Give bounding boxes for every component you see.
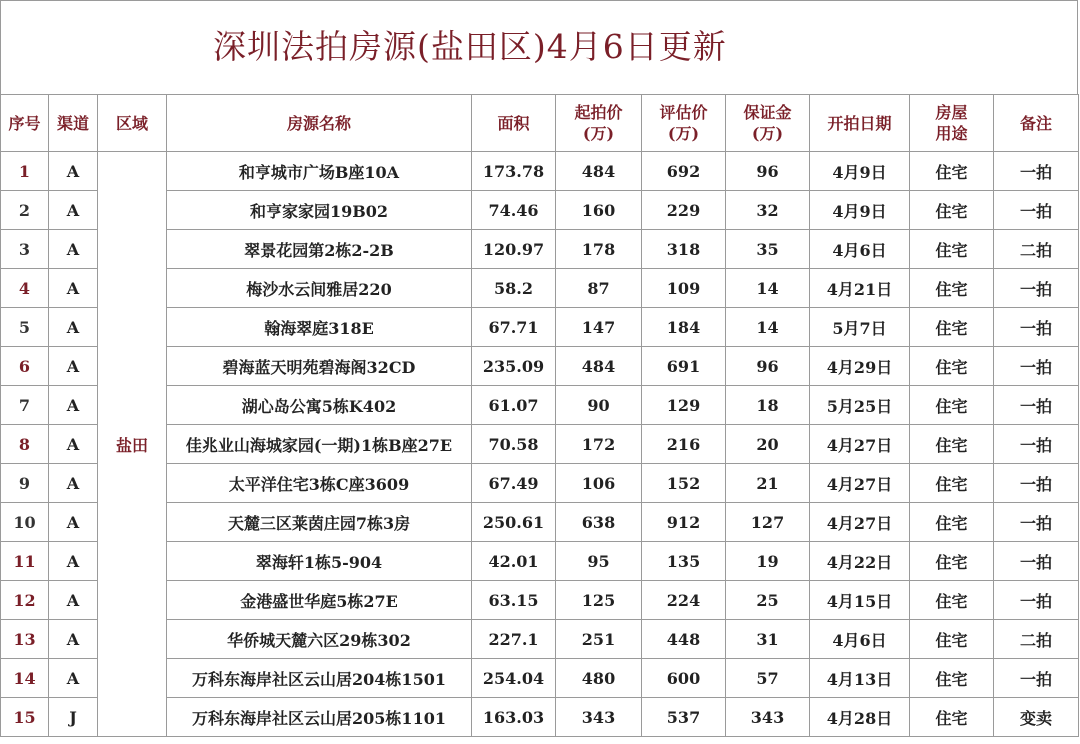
- cell-usage: 住宅: [910, 191, 994, 230]
- cell-name: 金港盛世华庭5栋27E: [167, 581, 472, 620]
- cell-name: 翠海轩1栋5-904: [167, 542, 472, 581]
- cell-channel: A: [49, 152, 98, 191]
- cell-usage: 住宅: [910, 503, 994, 542]
- cell-deposit: 127: [726, 503, 810, 542]
- cell-channel: J: [49, 698, 98, 737]
- cell-channel: A: [49, 659, 98, 698]
- cell-start-price: 160: [556, 191, 642, 230]
- cell-appraisal: 912: [642, 503, 726, 542]
- cell-name: 天麓三区莱茵庄园7栋3房: [167, 503, 472, 542]
- cell-usage: 住宅: [910, 230, 994, 269]
- cell-name: 万科东海岸社区云山居205栋1101: [167, 698, 472, 737]
- cell-appraisal: 135: [642, 542, 726, 581]
- cell-deposit: 32: [726, 191, 810, 230]
- cell-deposit: 19: [726, 542, 810, 581]
- cell-note: 一拍: [994, 464, 1079, 503]
- cell-start-price: 343: [556, 698, 642, 737]
- cell-usage: 住宅: [910, 659, 994, 698]
- header-channel: 渠道: [49, 95, 98, 152]
- cell-appraisal: 152: [642, 464, 726, 503]
- cell-deposit: 18: [726, 386, 810, 425]
- cell-area: 58.2: [472, 269, 556, 308]
- cell-note: 一拍: [994, 659, 1079, 698]
- cell-date: 4月29日: [810, 347, 910, 386]
- header-deposit: 保证金 (万): [726, 95, 810, 152]
- cell-seq: 12: [1, 581, 49, 620]
- cell-deposit: 21: [726, 464, 810, 503]
- cell-note: 一拍: [994, 425, 1079, 464]
- cell-channel: A: [49, 620, 98, 659]
- cell-seq: 8: [1, 425, 49, 464]
- cell-area: 235.09: [472, 347, 556, 386]
- cell-note: 一拍: [994, 347, 1079, 386]
- cell-channel: A: [49, 503, 98, 542]
- cell-deposit: 35: [726, 230, 810, 269]
- cell-name: 和亨家家园19B02: [167, 191, 472, 230]
- cell-appraisal: 691: [642, 347, 726, 386]
- cell-seq: 7: [1, 386, 49, 425]
- cell-area: 61.07: [472, 386, 556, 425]
- header-note: 备注: [994, 95, 1079, 152]
- cell-start-price: 638: [556, 503, 642, 542]
- cell-area: 250.61: [472, 503, 556, 542]
- cell-usage: 住宅: [910, 269, 994, 308]
- cell-region: 盐田: [98, 152, 167, 737]
- cell-start-price: 95: [556, 542, 642, 581]
- cell-name: 碧海蓝天明苑碧海阁32CD: [167, 347, 472, 386]
- table-header-row: [1, 95, 1079, 152]
- cell-channel: A: [49, 581, 98, 620]
- cell-usage: 住宅: [910, 425, 994, 464]
- cell-start-price: 178: [556, 230, 642, 269]
- header-start-price: 起拍价 (万): [556, 95, 642, 152]
- listing-table: [0, 94, 1079, 737]
- cell-appraisal: 216: [642, 425, 726, 464]
- table-row: [1, 152, 1079, 191]
- cell-name: 梅沙水云间雅居220: [167, 269, 472, 308]
- cell-appraisal: 109: [642, 269, 726, 308]
- header-area: 面积: [472, 95, 556, 152]
- cell-date: 4月6日: [810, 620, 910, 659]
- cell-start-price: 125: [556, 581, 642, 620]
- cell-note: 一拍: [994, 269, 1079, 308]
- cell-start-price: 484: [556, 152, 642, 191]
- cell-note: 一拍: [994, 308, 1079, 347]
- cell-date: 4月27日: [810, 464, 910, 503]
- cell-area: 63.15: [472, 581, 556, 620]
- cell-area: 67.71: [472, 308, 556, 347]
- cell-seq: 11: [1, 542, 49, 581]
- cell-seq: 2: [1, 191, 49, 230]
- cell-start-price: 480: [556, 659, 642, 698]
- cell-date: 4月9日: [810, 191, 910, 230]
- cell-area: 227.1: [472, 620, 556, 659]
- cell-date: 4月9日: [810, 152, 910, 191]
- cell-appraisal: 537: [642, 698, 726, 737]
- cell-name: 翠景花园第2栋2-2B: [167, 230, 472, 269]
- cell-appraisal: 448: [642, 620, 726, 659]
- cell-name: 湖心岛公寓5栋K402: [167, 386, 472, 425]
- cell-seq: 3: [1, 230, 49, 269]
- cell-start-price: 251: [556, 620, 642, 659]
- cell-appraisal: 224: [642, 581, 726, 620]
- cell-deposit: 343: [726, 698, 810, 737]
- cell-note: 一拍: [994, 503, 1079, 542]
- cell-area: 67.49: [472, 464, 556, 503]
- cell-date: 5月7日: [810, 308, 910, 347]
- cell-channel: A: [49, 425, 98, 464]
- cell-seq: 9: [1, 464, 49, 503]
- cell-appraisal: 184: [642, 308, 726, 347]
- cell-usage: 住宅: [910, 620, 994, 659]
- cell-appraisal: 318: [642, 230, 726, 269]
- cell-deposit: 96: [726, 152, 810, 191]
- cell-name: 华侨城天麓六区29栋302: [167, 620, 472, 659]
- cell-channel: A: [49, 347, 98, 386]
- cell-channel: A: [49, 386, 98, 425]
- cell-name: 佳兆业山海城家园(一期)1栋B座27E: [167, 425, 472, 464]
- cell-seq: 10: [1, 503, 49, 542]
- cell-seq: 1: [1, 152, 49, 191]
- cell-area: 254.04: [472, 659, 556, 698]
- header-name: 房源名称: [167, 95, 472, 152]
- header-seq: 序号: [1, 95, 49, 152]
- cell-date: 4月21日: [810, 269, 910, 308]
- cell-note: 一拍: [994, 386, 1079, 425]
- cell-usage: 住宅: [910, 386, 994, 425]
- cell-start-price: 147: [556, 308, 642, 347]
- cell-deposit: 20: [726, 425, 810, 464]
- cell-appraisal: 129: [642, 386, 726, 425]
- cell-start-price: 87: [556, 269, 642, 308]
- cell-name: 万科东海岸社区云山居204栋1501: [167, 659, 472, 698]
- page-title: 深圳法拍房源(盐田区)4月6日更新: [213, 27, 727, 66]
- header-appraisal: 评估价 (万): [642, 95, 726, 152]
- cell-seq: 13: [1, 620, 49, 659]
- cell-date: 4月22日: [810, 542, 910, 581]
- cell-note: 二拍: [994, 230, 1079, 269]
- cell-date: 4月6日: [810, 230, 910, 269]
- cell-start-price: 106: [556, 464, 642, 503]
- cell-seq: 6: [1, 347, 49, 386]
- cell-deposit: 96: [726, 347, 810, 386]
- cell-area: 173.78: [472, 152, 556, 191]
- cell-channel: A: [49, 464, 98, 503]
- cell-area: 163.03: [472, 698, 556, 737]
- cell-usage: 住宅: [910, 698, 994, 737]
- cell-usage: 住宅: [910, 542, 994, 581]
- header-region: 区域: [98, 95, 167, 152]
- cell-usage: 住宅: [910, 581, 994, 620]
- cell-deposit: 14: [726, 308, 810, 347]
- cell-date: 4月28日: [810, 698, 910, 737]
- cell-note: 变卖: [994, 698, 1079, 737]
- cell-area: 120.97: [472, 230, 556, 269]
- cell-usage: 住宅: [910, 152, 994, 191]
- cell-usage: 住宅: [910, 464, 994, 503]
- cell-date: 4月15日: [810, 581, 910, 620]
- cell-appraisal: 692: [642, 152, 726, 191]
- cell-channel: A: [49, 269, 98, 308]
- cell-deposit: 31: [726, 620, 810, 659]
- table-body: [1, 152, 1079, 737]
- header-usage: 房屋 用途: [910, 95, 994, 152]
- cell-area: 42.01: [472, 542, 556, 581]
- cell-note: 二拍: [994, 620, 1079, 659]
- cell-appraisal: 600: [642, 659, 726, 698]
- cell-appraisal: 229: [642, 191, 726, 230]
- cell-deposit: 14: [726, 269, 810, 308]
- cell-usage: 住宅: [910, 347, 994, 386]
- cell-channel: A: [49, 230, 98, 269]
- cell-note: 一拍: [994, 152, 1079, 191]
- cell-date: 4月27日: [810, 425, 910, 464]
- cell-usage: 住宅: [910, 308, 994, 347]
- cell-channel: A: [49, 308, 98, 347]
- cell-name: 和亨城市广场B座10A: [167, 152, 472, 191]
- cell-seq: 15: [1, 698, 49, 737]
- cell-area: 70.58: [472, 425, 556, 464]
- cell-channel: A: [49, 542, 98, 581]
- cell-seq: 14: [1, 659, 49, 698]
- cell-name: 太平洋住宅3栋C座3609: [167, 464, 472, 503]
- cell-date: 5月25日: [810, 386, 910, 425]
- cell-start-price: 90: [556, 386, 642, 425]
- header-date: 开拍日期: [810, 95, 910, 152]
- cell-date: 4月27日: [810, 503, 910, 542]
- cell-note: 一拍: [994, 542, 1079, 581]
- cell-area: 74.46: [472, 191, 556, 230]
- cell-note: 一拍: [994, 191, 1079, 230]
- cell-channel: A: [49, 191, 98, 230]
- cell-start-price: 172: [556, 425, 642, 464]
- cell-deposit: 57: [726, 659, 810, 698]
- cell-name: 翰海翠庭318E: [167, 308, 472, 347]
- cell-seq: 4: [1, 269, 49, 308]
- cell-deposit: 25: [726, 581, 810, 620]
- cell-start-price: 484: [556, 347, 642, 386]
- cell-seq: 5: [1, 308, 49, 347]
- cell-note: 一拍: [994, 581, 1079, 620]
- title-box: [0, 0, 1078, 94]
- cell-date: 4月13日: [810, 659, 910, 698]
